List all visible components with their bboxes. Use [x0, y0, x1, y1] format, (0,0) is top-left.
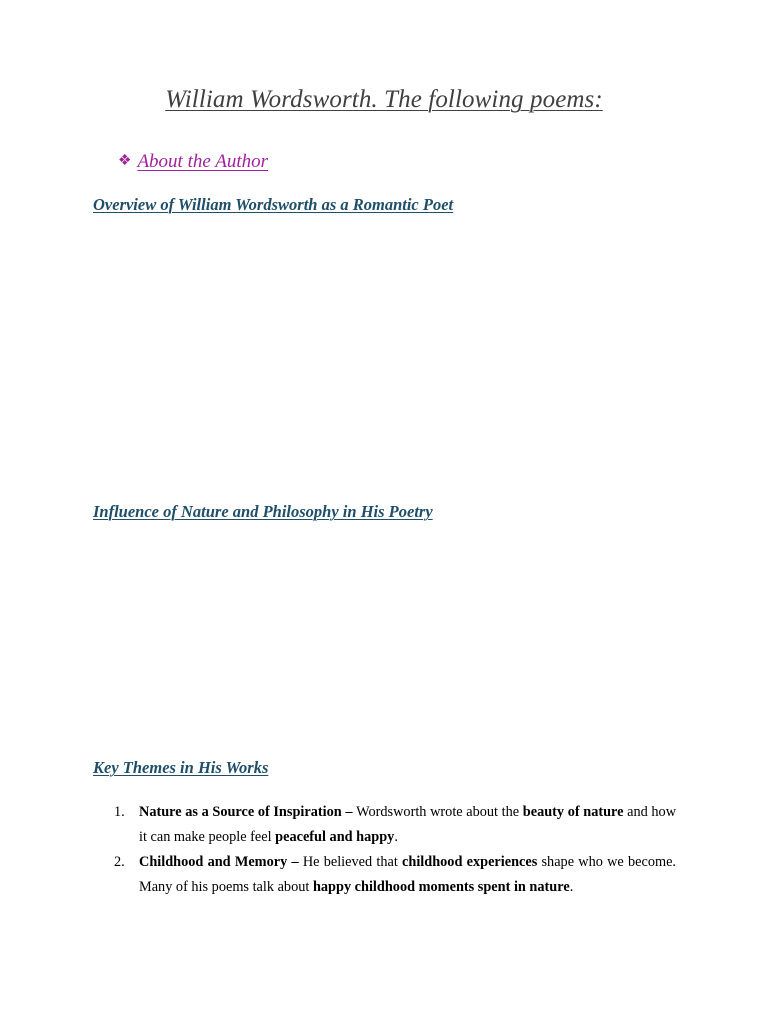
list-item-term: Nature as a Source of Inspiration: [139, 804, 342, 820]
list-item-emphasis: beauty of nature: [522, 804, 624, 820]
section-heading-about-author: [118, 151, 268, 173]
subheading-key-themes: Key Themes in His Works: [93, 758, 269, 777]
list-item-text: He believed that: [302, 854, 403, 870]
list-item-emphasis: happy childhood moments spent in nature: [312, 879, 570, 895]
list-item-emphasis: childhood experiences: [402, 854, 538, 870]
key-themes-list: [114, 800, 676, 900]
list-item-separator: –: [341, 804, 357, 820]
list-item-number: 1.: [114, 804, 125, 820]
list-item-emphasis: peaceful and happy: [275, 829, 395, 845]
document-title: William Wordsworth. The following poems:: [165, 86, 603, 113]
list-item-text: and how it can make people feel: [139, 804, 677, 845]
subheading-overview: Overview of William Wordsworth as a Romantic Poet: [93, 195, 454, 214]
diamond-bullet-icon: ❖: [118, 153, 132, 169]
list-item: [114, 800, 676, 850]
subheading-influence: Influence of Nature and Philosophy in His Poetry: [93, 502, 433, 521]
list-item-number: 2.: [114, 854, 125, 870]
section-heading-label: About the Author: [137, 151, 268, 172]
list-item-text: .: [569, 879, 574, 895]
list-item-separator: –: [287, 854, 303, 870]
list-item-text: shape who we become. Many of his poems talk about: [139, 854, 677, 895]
list-item-term: Childhood and Memory: [139, 854, 288, 870]
list-item-text: .: [394, 829, 398, 845]
list-item-text: Wordsworth wrote about the: [356, 804, 523, 820]
list-item: [114, 850, 676, 900]
